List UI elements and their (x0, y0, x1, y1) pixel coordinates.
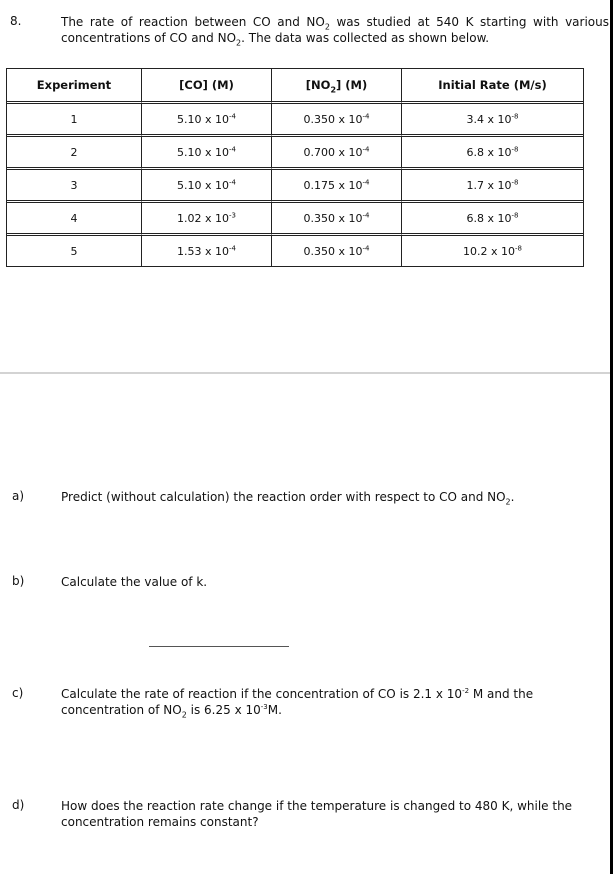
cell-rate: 10.2 x $10^{-8}$ (463, 243, 522, 258)
rate-data-table (6, 68, 584, 267)
cell-rate: 6.8 x $10^{-8}$ (402, 137, 583, 170)
part-b-question: Calculate the value of k. (61, 575, 208, 589)
cell-experiment: 3 (7, 170, 142, 203)
cell-co: 5.10 x $10^{-4}$ (142, 137, 272, 170)
cell-experiment: 1 (7, 104, 142, 137)
cell-co: 5.10 x $10^{-4}$ (142, 104, 272, 137)
header-initial-rate: Initial Rate (M/s) (402, 69, 583, 104)
table-row (7, 203, 583, 236)
table-row (7, 137, 583, 170)
cell-no2: 0.350 x $10^{-4}$ (272, 236, 402, 266)
cell-co: 5.10 x $10^{-4}$ (142, 170, 272, 203)
header-no2-concentration: $[NO_2]$ (M) (272, 69, 402, 104)
part-d-label: d) (12, 798, 25, 812)
table-row (7, 104, 583, 137)
table-header-row (7, 69, 583, 104)
answer-line (149, 646, 289, 647)
cell-no2: 0.350 x $10^{-4}$ (272, 104, 402, 137)
part-c-question: Calculate the rate of reaction if the concentration of CO is 2.1 x $10^{-2}$ M and the concentration of $NO_2$ is 6.25 x $10^{-3}M$. (61, 687, 534, 720)
part-b-label: b) (12, 574, 25, 588)
header-co-concentration: [CO] (M) (142, 69, 272, 104)
cell-rate: 1.7 x $10^{-8}$ (402, 170, 583, 203)
cell-rate: 3.4 x $10^{-8}$ (402, 104, 583, 137)
cell-experiment: 5 (7, 236, 142, 266)
part-d-question: How does the reaction rate change if the temperature is changed to 480 K, while the concentration remains constant? (61, 799, 573, 829)
cell-co: 1.53 x $10^{-4}$ (142, 236, 272, 266)
table-row (7, 236, 583, 266)
cell-no2: 0.175 x $10^{-4}$ (272, 170, 402, 203)
cell-rate: 6.8 x $10^{-8}$ (402, 203, 583, 236)
question-number: 8. (10, 14, 22, 28)
part-a-question: Predict (without calculation) the reaction order with respect to CO and $NO_2$. (61, 490, 515, 507)
table-row (7, 170, 583, 203)
cell-no2: 0.350 x $10^{-4}$ (272, 203, 402, 236)
question-intro: The rate of reaction between CO and $NO_2$ was studied at 540 K starting with various concentrations of CO and $NO_2$. The data was collected as shown below. (61, 15, 609, 48)
cell-experiment: 4 (7, 203, 142, 236)
header-experiment: Experiment (7, 69, 142, 104)
part-c-label: c) (12, 686, 24, 700)
part-a-label: a) (12, 489, 25, 503)
page-divider (0, 372, 610, 374)
cell-no2: 0.700 x $10^{-4}$ (272, 137, 402, 170)
cell-co: 1.02 x $10^{-3}$ (142, 203, 272, 236)
cell-experiment: 2 (7, 137, 142, 170)
